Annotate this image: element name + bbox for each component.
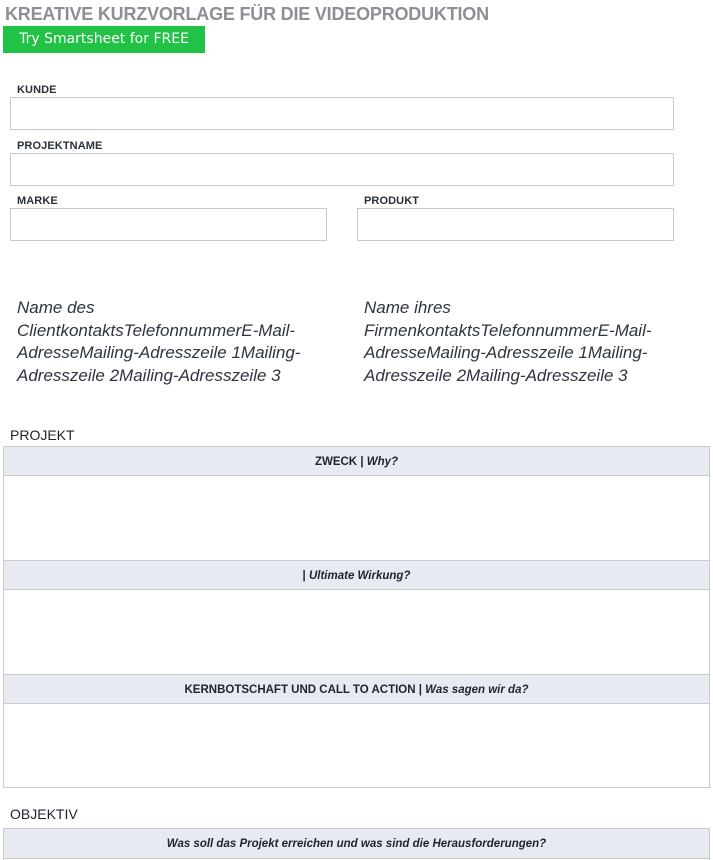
projektname-field[interactable] <box>10 153 674 186</box>
wirkung-input-area[interactable] <box>4 590 709 674</box>
objektiv-table <box>3 828 710 860</box>
objektiv-question: Was soll das Projekt erreichen und was sind die Herausforderungen? <box>166 838 547 850</box>
kernbotschaft-label: KERNBOTSCHAFT UND CALL TO ACTION <box>184 684 416 696</box>
objektiv-header <box>4 828 709 859</box>
produkt-field[interactable] <box>357 208 674 241</box>
page-title: KREATIVE KURZVORLAGE FÜR DIE VIDEOPRODUKTION <box>5 4 489 24</box>
wirkung-separator: | <box>302 570 306 582</box>
kernbotschaft-separator: | <box>418 684 422 696</box>
marke-label: MARKE <box>17 195 58 207</box>
objektiv-section-title: OBJEKTIV <box>10 806 78 822</box>
projekt-section-title: PROJEKT <box>10 427 75 443</box>
zweck-input-area[interactable] <box>4 476 709 560</box>
wirkung-header <box>4 560 709 590</box>
kunde-field[interactable] <box>10 97 674 130</box>
zweck-question: Why? <box>366 456 399 468</box>
kernbotschaft-header <box>4 674 709 704</box>
produkt-label: PRODUKT <box>364 195 420 207</box>
marke-field[interactable] <box>10 208 327 241</box>
zweck-label: ZWECK <box>314 456 358 468</box>
projekt-table <box>3 446 710 788</box>
zweck-header <box>4 446 709 476</box>
kunde-label: KUNDE <box>17 84 57 96</box>
wirkung-question: Ultimate Wirkung? <box>308 570 411 582</box>
kernbotschaft-question: Was sagen wir da? <box>425 684 529 696</box>
zweck-separator: | <box>360 456 364 468</box>
try-smartsheet-button[interactable]: Try Smartsheet for FREE <box>3 26 205 53</box>
projektname-label: PROJEKTNAME <box>17 140 103 152</box>
client-contact-block: Name des ClientkontaktsTelefonnummerE-Mail-AdresseMailing-Adresszeile 1Mailing-Adresszeile 2Mailing-Adresszeile 3 <box>17 298 301 385</box>
company-contact-block: Name ihres FirmenkontaktsTelefonnummerE-Mail-AdresseMailing-Adresszeile 1Mailing-Adresszeile 2Mailing-Adresszeile 3 <box>364 298 652 385</box>
kernbotschaft-input-area[interactable] <box>4 704 709 786</box>
